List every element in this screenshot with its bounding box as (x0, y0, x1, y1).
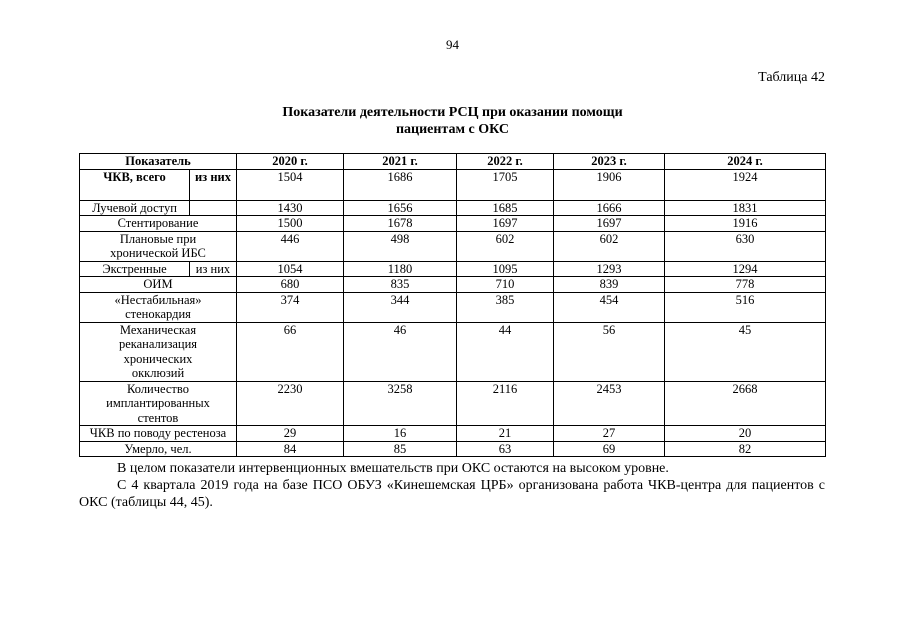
table-title (0, 104, 905, 138)
table-cell: 374 (237, 292, 344, 322)
table-cell: 82 (665, 441, 826, 457)
table-cell: 3258 (344, 381, 457, 426)
table-cell: 2453 (554, 381, 665, 426)
table-row (80, 216, 826, 232)
table-cell: 85 (344, 441, 457, 457)
header-year-2023: 2023 г. (554, 154, 665, 170)
table-cell: 1500 (237, 216, 344, 232)
table-cell: 2230 (237, 381, 344, 426)
table-cell: 1095 (457, 261, 554, 277)
table-cell: 2668 (665, 381, 826, 426)
row-label: Умерло, чел. (80, 441, 237, 457)
row-sublabel: из них (190, 169, 237, 200)
table-cell: 84 (237, 441, 344, 457)
table-cell: 46 (344, 322, 457, 381)
table-row (80, 200, 826, 216)
table-title-line-2: пациентам с ОКС (395, 122, 510, 137)
header-indicator: Показатель (80, 154, 237, 170)
table-cell: 29 (237, 426, 344, 442)
row-label: ОИМ (80, 277, 237, 293)
row-label: Плановые при хронической ИБС (80, 231, 237, 261)
table-cell: 1906 (554, 169, 665, 200)
table-cell: 630 (665, 231, 826, 261)
table-cell: 56 (554, 322, 665, 381)
row-label: Экстренные (80, 261, 190, 277)
table-cell: 20 (665, 426, 826, 442)
table-cell: 835 (344, 277, 457, 293)
table-row (80, 231, 826, 261)
row-label: Количество имплантированных стентов (80, 381, 237, 426)
table-cell: 344 (344, 292, 457, 322)
header-year-2020: 2020 г. (237, 154, 344, 170)
paragraph-summary: В целом показатели интервенционных вмешательств при ОКС остаются на высоком уровне. (117, 461, 669, 476)
table-cell: 1678 (344, 216, 457, 232)
header-year-2021: 2021 г. (344, 154, 457, 170)
table-row (80, 322, 826, 381)
table-cell: 1504 (237, 169, 344, 200)
table-cell: 1686 (344, 169, 457, 200)
table-cell: 1294 (665, 261, 826, 277)
table-cell: 1705 (457, 169, 554, 200)
table-cell: 1924 (665, 169, 826, 200)
table-label: Таблица 42 (758, 70, 825, 85)
table-cell: 66 (237, 322, 344, 381)
table-cell: 1430 (237, 200, 344, 216)
table-cell: 1180 (344, 261, 457, 277)
table-row (80, 261, 826, 277)
row-label: Стентирование (80, 216, 237, 232)
row-sublabel-empty (190, 200, 237, 216)
paragraph-pci-center: С 4 квартала 2019 года на базе ПСО ОБУЗ «Кинешемская ЦРБ» организована работа ЧКВ-центра для пациентов с ОКС (таблицы 44, 45). (79, 478, 825, 510)
table-cell: 839 (554, 277, 665, 293)
table-title-line-1: Показатели деятельности РСЦ при оказании помощи (282, 105, 623, 120)
table-row (80, 292, 826, 322)
table-cell: 69 (554, 441, 665, 457)
table-cell: 44 (457, 322, 554, 381)
table-cell: 1293 (554, 261, 665, 277)
table-cell: 1656 (344, 200, 457, 216)
table-row (80, 426, 826, 442)
table-cell: 1685 (457, 200, 554, 216)
table-cell: 446 (237, 231, 344, 261)
header-year-2022: 2022 г. (457, 154, 554, 170)
table-row (80, 441, 826, 457)
table-cell: 21 (457, 426, 554, 442)
table-cell: 602 (457, 231, 554, 261)
table-cell: 27 (554, 426, 665, 442)
table-row (80, 277, 826, 293)
table-cell: 1916 (665, 216, 826, 232)
indicators-table (79, 153, 826, 457)
table-header-row (80, 154, 826, 170)
table-row (80, 381, 826, 426)
table-cell: 1697 (457, 216, 554, 232)
table-cell: 1831 (665, 200, 826, 216)
row-label: Лучевой доступ (80, 200, 190, 216)
table-cell: 16 (344, 426, 457, 442)
row-label: Механическая реканализация хронических окклюзий (80, 322, 237, 381)
row-label: ЧКВ по поводу рестеноза (80, 426, 237, 442)
table-cell: 778 (665, 277, 826, 293)
table-cell: 1054 (237, 261, 344, 277)
table-cell: 498 (344, 231, 457, 261)
table-cell: 2116 (457, 381, 554, 426)
table-cell: 1697 (554, 216, 665, 232)
table-cell: 1666 (554, 200, 665, 216)
table-cell: 63 (457, 441, 554, 457)
table-cell: 710 (457, 277, 554, 293)
table-cell: 454 (554, 292, 665, 322)
table-row (80, 169, 826, 200)
row-label: «Нестабильная» стенокардия (80, 292, 237, 322)
table-cell: 385 (457, 292, 554, 322)
table-cell: 45 (665, 322, 826, 381)
row-label: ЧКВ, всего (80, 169, 190, 200)
header-year-2024: 2024 г. (665, 154, 826, 170)
table-cell: 680 (237, 277, 344, 293)
row-sublabel: из них (190, 261, 237, 277)
table-cell: 516 (665, 292, 826, 322)
table-cell: 602 (554, 231, 665, 261)
page-number: 94 (446, 37, 459, 52)
